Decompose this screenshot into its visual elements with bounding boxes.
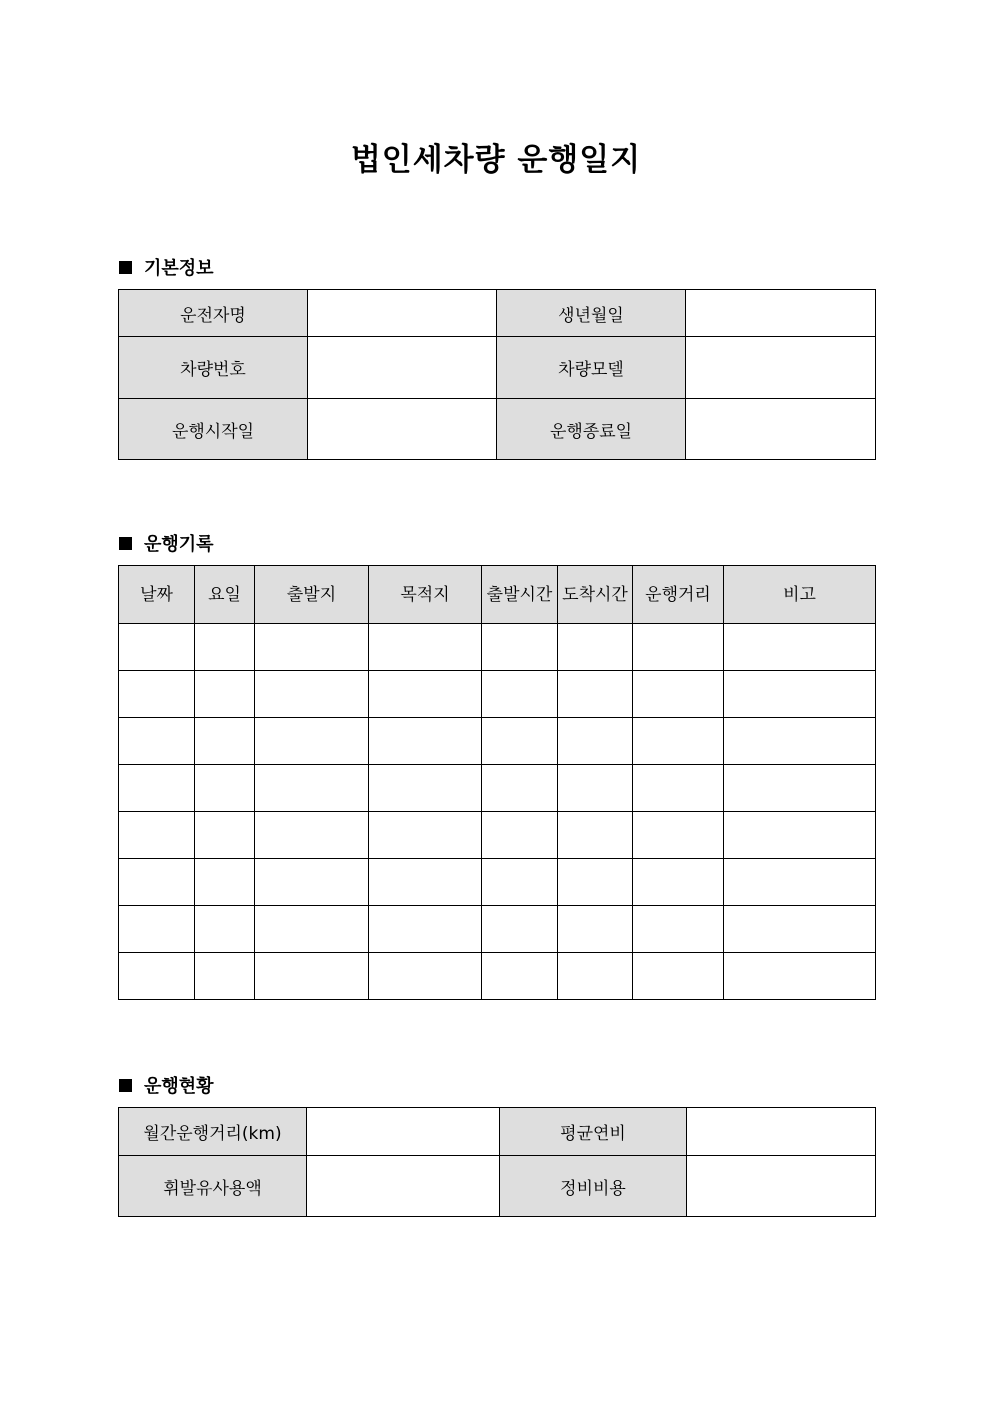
log-cell-destination[interactable]: [369, 953, 482, 1000]
monthly-distance-label: 월간운행거리(km): [119, 1108, 307, 1156]
log-cell-arrival-time[interactable]: [558, 906, 633, 953]
basic-info-row: [119, 337, 876, 399]
column-header-departure: 출발지: [255, 566, 369, 624]
basic-info-table: [118, 289, 876, 460]
driving-log-row: [119, 765, 876, 812]
driving-log-row: [119, 718, 876, 765]
log-cell-arrival-time[interactable]: [558, 953, 633, 1000]
vehicle-model-field[interactable]: [686, 337, 876, 399]
log-cell-departure[interactable]: [255, 671, 369, 718]
average-fuel-efficiency-label: 평균연비: [500, 1108, 687, 1156]
column-header-distance: 운행거리: [633, 566, 724, 624]
log-cell-destination[interactable]: [369, 624, 482, 671]
driving-log-row: [119, 953, 876, 1000]
column-header-date: 날짜: [119, 566, 195, 624]
log-cell-departure-time[interactable]: [482, 953, 558, 1000]
log-cell-remarks[interactable]: [724, 671, 876, 718]
log-cell-distance[interactable]: [633, 859, 724, 906]
driving-log-table: [118, 565, 876, 1000]
birthdate-field[interactable]: [686, 290, 876, 337]
log-cell-weekday[interactable]: [195, 812, 255, 859]
start-date-label: 운행시작일: [119, 399, 308, 460]
log-cell-destination[interactable]: [369, 765, 482, 812]
log-cell-remarks[interactable]: [724, 859, 876, 906]
maintenance-cost-label: 정비비용: [500, 1156, 687, 1217]
log-cell-remarks[interactable]: [724, 812, 876, 859]
log-cell-remarks[interactable]: [724, 718, 876, 765]
driving-log-body: [119, 624, 876, 1000]
driving-status-heading: [119, 1072, 214, 1098]
driving-status-row: [119, 1156, 876, 1217]
log-cell-destination[interactable]: [369, 671, 482, 718]
column-header-arrival-time: 도착시간: [558, 566, 633, 624]
driver-name-label: 운전자명: [119, 290, 308, 337]
end-date-field[interactable]: [686, 399, 876, 460]
log-cell-destination[interactable]: [369, 718, 482, 765]
log-cell-departure[interactable]: [255, 906, 369, 953]
log-cell-departure-time[interactable]: [482, 812, 558, 859]
log-cell-distance[interactable]: [633, 812, 724, 859]
log-cell-weekday[interactable]: [195, 953, 255, 1000]
log-cell-distance[interactable]: [633, 718, 724, 765]
log-cell-distance[interactable]: [633, 765, 724, 812]
log-cell-arrival-time[interactable]: [558, 765, 633, 812]
basic-info-heading-label: 기본정보: [144, 258, 214, 279]
log-cell-departure[interactable]: [255, 718, 369, 765]
document-title: 법인세차량 운행일지: [350, 142, 642, 178]
driving-log-row: [119, 859, 876, 906]
square-bullet-icon: [119, 1079, 132, 1092]
log-cell-date[interactable]: [119, 718, 195, 765]
driving-log-heading-label: 운행기록: [144, 534, 214, 555]
gasoline-cost-field[interactable]: [307, 1156, 500, 1217]
driver-name-field[interactable]: [308, 290, 497, 337]
log-cell-departure-time[interactable]: [482, 859, 558, 906]
log-cell-departure[interactable]: [255, 859, 369, 906]
log-cell-remarks[interactable]: [724, 906, 876, 953]
log-cell-destination[interactable]: [369, 859, 482, 906]
log-cell-weekday[interactable]: [195, 859, 255, 906]
basic-info-row: [119, 399, 876, 460]
basic-info-row: [119, 290, 876, 337]
log-cell-weekday[interactable]: [195, 765, 255, 812]
log-cell-arrival-time[interactable]: [558, 859, 633, 906]
gasoline-cost-label: 휘발유사용액: [119, 1156, 307, 1217]
driving-status-row: [119, 1108, 876, 1156]
driving-log-heading: [119, 530, 214, 556]
log-cell-arrival-time[interactable]: [558, 718, 633, 765]
column-header-remarks: 비고: [724, 566, 876, 624]
log-cell-departure[interactable]: [255, 953, 369, 1000]
log-cell-departure-time[interactable]: [482, 765, 558, 812]
log-cell-date[interactable]: [119, 859, 195, 906]
column-header-departure-time: 출발시간: [482, 566, 558, 624]
driving-log-row: [119, 671, 876, 718]
driving-log-row: [119, 812, 876, 859]
log-cell-departure[interactable]: [255, 765, 369, 812]
log-cell-date[interactable]: [119, 765, 195, 812]
log-cell-departure-time[interactable]: [482, 624, 558, 671]
square-bullet-icon: [119, 537, 132, 550]
log-cell-arrival-time[interactable]: [558, 624, 633, 671]
log-cell-weekday[interactable]: [195, 624, 255, 671]
driving-log-row: [119, 624, 876, 671]
vehicle-model-label: 차량모델: [497, 337, 686, 399]
log-cell-departure-time[interactable]: [482, 671, 558, 718]
square-bullet-icon: [119, 261, 132, 274]
driving-status-table: [118, 1107, 876, 1217]
column-header-destination: 목적지: [369, 566, 482, 624]
log-cell-distance[interactable]: [633, 953, 724, 1000]
driving-log-row: [119, 906, 876, 953]
maintenance-cost-field[interactable]: [687, 1156, 876, 1217]
log-cell-weekday[interactable]: [195, 671, 255, 718]
log-cell-date[interactable]: [119, 812, 195, 859]
vehicle-number-label: 차량번호: [119, 337, 308, 399]
end-date-label: 운행종료일: [497, 399, 686, 460]
log-cell-date[interactable]: [119, 671, 195, 718]
log-cell-remarks[interactable]: [724, 953, 876, 1000]
log-cell-arrival-time[interactable]: [558, 671, 633, 718]
average-fuel-efficiency-field[interactable]: [687, 1108, 876, 1156]
log-cell-date[interactable]: [119, 953, 195, 1000]
driving-log-header-row: [119, 566, 876, 624]
log-cell-remarks[interactable]: [724, 765, 876, 812]
log-cell-date[interactable]: [119, 906, 195, 953]
log-cell-distance[interactable]: [633, 671, 724, 718]
log-cell-weekday[interactable]: [195, 718, 255, 765]
log-cell-departure[interactable]: [255, 812, 369, 859]
vehicle-number-field[interactable]: [308, 337, 497, 399]
log-cell-destination[interactable]: [369, 812, 482, 859]
driving-status-heading-label: 운행현황: [144, 1076, 214, 1097]
basic-info-heading: [119, 254, 214, 280]
start-date-field[interactable]: [308, 399, 497, 460]
log-cell-distance[interactable]: [633, 624, 724, 671]
birthdate-label: 생년월일: [497, 290, 686, 337]
column-header-weekday: 요일: [195, 566, 255, 624]
log-cell-departure[interactable]: [255, 624, 369, 671]
log-cell-remarks[interactable]: [724, 624, 876, 671]
log-cell-departure-time[interactable]: [482, 906, 558, 953]
log-cell-date[interactable]: [119, 624, 195, 671]
log-cell-arrival-time[interactable]: [558, 812, 633, 859]
log-cell-weekday[interactable]: [195, 906, 255, 953]
log-cell-departure-time[interactable]: [482, 718, 558, 765]
log-cell-destination[interactable]: [369, 906, 482, 953]
log-cell-distance[interactable]: [633, 906, 724, 953]
monthly-distance-field[interactable]: [307, 1108, 500, 1156]
